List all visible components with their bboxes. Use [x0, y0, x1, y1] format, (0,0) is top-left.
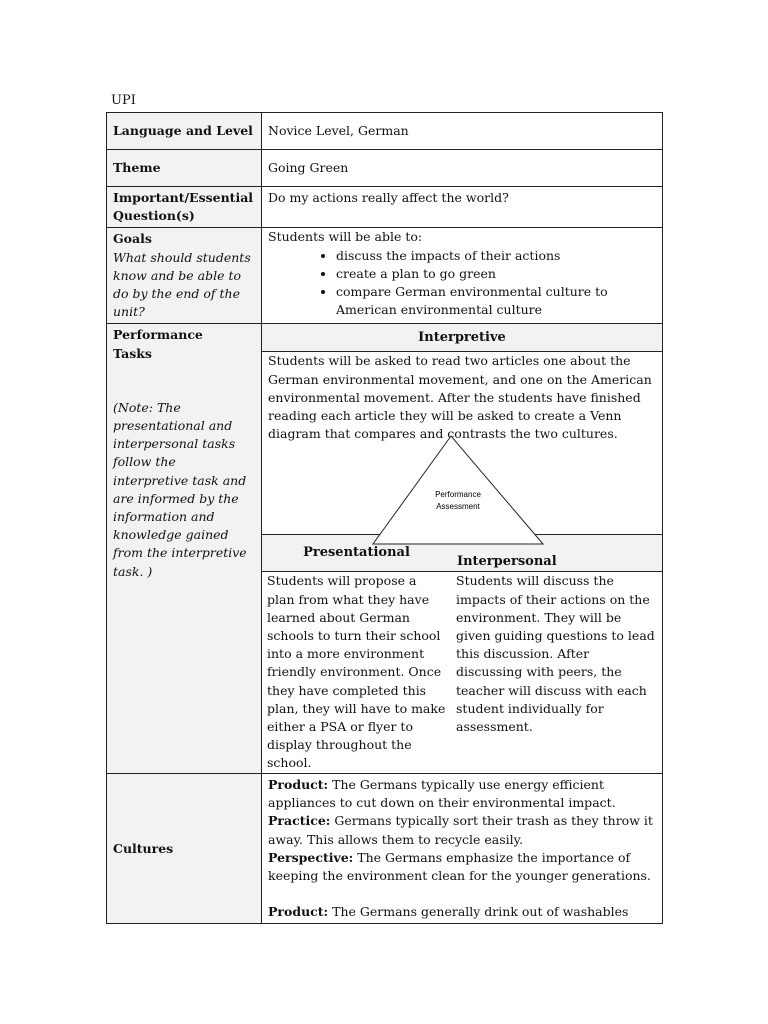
row-goals: [107, 228, 663, 324]
theme-label: Theme: [107, 150, 262, 187]
culture-key: Product:: [268, 776, 329, 792]
interpretive-heading: Interpretive: [262, 324, 662, 352]
goals-sublabel: What should students know and be able to do by the end of the unit?: [113, 249, 251, 320]
cultures-value-cell: [262, 773, 663, 923]
performance-value-cell: [262, 324, 663, 774]
language-level-label: Language and Level: [107, 113, 262, 150]
triangle-label-line2: Assessment: [436, 502, 480, 512]
goals-label-cell: [107, 228, 262, 324]
performance-label-line1: Performance: [113, 327, 203, 343]
goals-list: [268, 247, 656, 320]
row-performance-tasks: [107, 324, 663, 774]
performance-note: (Note: The presentational and interpersonal tasks follow the interpretive task and are informed by the information and knowledge gained from the interpretive task. ): [113, 399, 247, 579]
goal-item: • compare German environmental culture to American environmental culture: [336, 283, 656, 319]
goals-intro: Students will be able to:: [268, 229, 423, 245]
goals-value-cell: [262, 228, 663, 324]
performance-assessment-triangle: [262, 352, 662, 572]
row-theme: [107, 150, 663, 187]
interpretive-section: [262, 352, 662, 534]
culture-text: The Germans generally drink out of washables: [328, 904, 629, 920]
culture-entry: [268, 812, 656, 848]
essential-question-label: [107, 187, 262, 228]
culture-entry: [268, 903, 656, 921]
essential-question-label-line2: Question(s): [113, 208, 195, 224]
theme-value: Going Green: [262, 150, 663, 187]
performance-label-line2: Tasks: [113, 345, 152, 361]
goal-item: • discuss the impacts of their actions: [336, 247, 656, 265]
culture-entry: [268, 776, 656, 812]
row-cultures: [107, 773, 663, 923]
culture-entry: [268, 849, 656, 885]
upi-table: [106, 112, 663, 924]
culture-key: Product:: [268, 904, 329, 920]
row-language-level: [107, 113, 663, 150]
culture-text: The Germans typically use energy efficient appliances to cut down on their environmental impact.: [268, 776, 616, 811]
interpersonal-text: Students will discuss the impacts of their actions on the environment. They will be given guiding questions to lead this discussion. After discussing with peers, the teacher will discuss with each student individually for assessment.: [451, 572, 662, 773]
triangle-label-line1: Performance: [435, 490, 481, 500]
performance-label-cell: [107, 324, 262, 774]
interpersonal-heading: Interpersonal: [451, 535, 662, 572]
presentational-heading: Presentational: [262, 535, 451, 572]
essential-question-value: Do my actions really affect the world?: [262, 187, 663, 228]
culture-text: The Germans emphasize the importance of keeping the environment clean for the younger generations.: [268, 849, 651, 883]
culture-key: Perspective:: [268, 849, 354, 865]
culture-key: Practice:: [268, 813, 331, 829]
cultures-label: Cultures: [107, 773, 262, 923]
row-essential-question: [107, 187, 663, 228]
document-header: UPI: [111, 93, 136, 108]
essential-question-label-line1: Important/Essential: [113, 190, 254, 205]
interpretive-text: Students will be asked to read two articles one about the German environmental movement, and one on the American environmental movement. After the students have finished reading each article they will be asked to create a Venn diagram that compares and contrasts the two cultures.: [268, 353, 652, 442]
goal-item: • create a plan to go green: [336, 265, 656, 283]
language-level-value: Novice Level, German: [262, 113, 663, 150]
goals-label: Goals: [113, 231, 152, 247]
presentational-text: Students will propose a plan from what they have learned about German schools to turn their school into a more environment friendly environment. Once they have completed this plan, they will have to make either a PSA or flyer to display throughout the school.: [262, 572, 451, 773]
culture-text: Germans typically sort their trash as they throw it away. This allows them to recycle easily.: [268, 813, 653, 847]
